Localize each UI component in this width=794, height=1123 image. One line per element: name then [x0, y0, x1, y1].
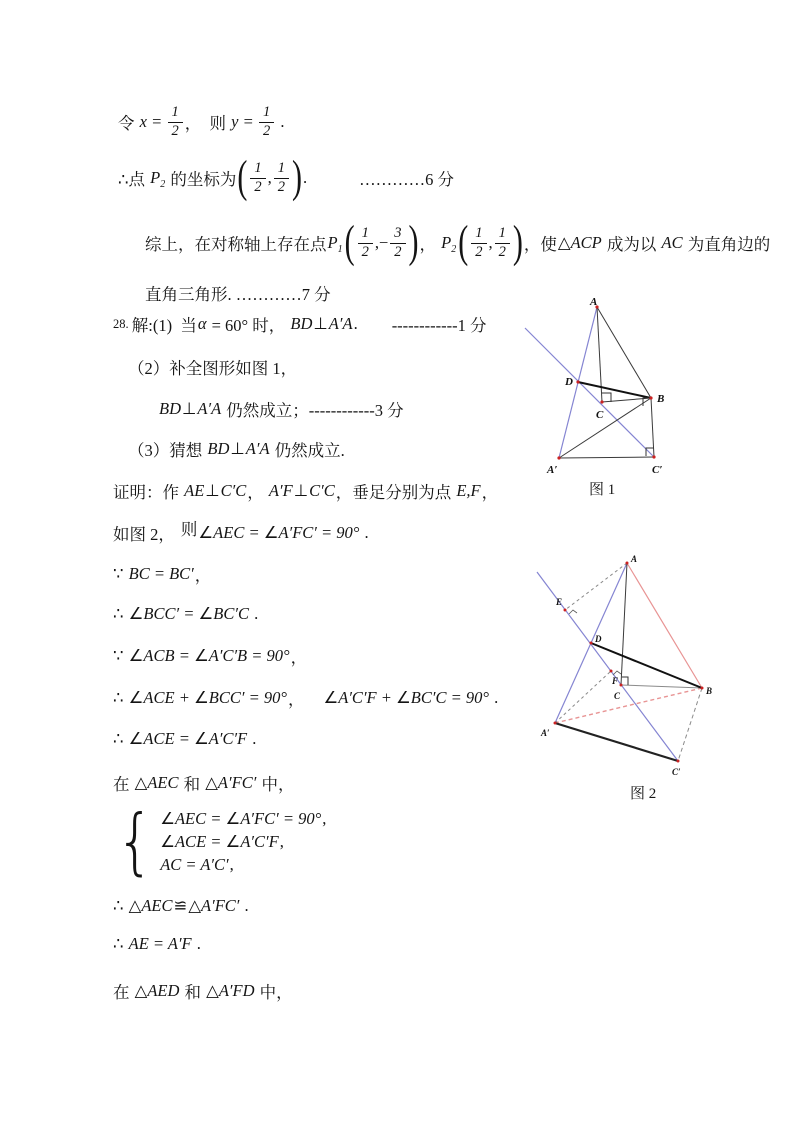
text-run: 在 — [113, 983, 134, 1002]
line-bc-equal — [113, 562, 211, 586]
line-part3-conjecture — [128, 437, 345, 461]
fig1-right-angle-C — [602, 393, 611, 402]
math-run: △AED — [134, 981, 180, 1000]
fig1-line-CB — [602, 398, 651, 402]
fig2-point-C — [620, 684, 623, 687]
math-run: ∠AEC = ∠A′FC′ = 90° — [160, 809, 322, 828]
text-run: 仍然成立. — [270, 441, 345, 460]
figure-2-drawing — [525, 550, 730, 785]
line-in-triangles-aec — [113, 771, 294, 795]
text-run: ≌ — [173, 896, 188, 915]
fraction-numerator: 1 — [171, 104, 179, 120]
text-run: 28. — [113, 316, 132, 331]
fig2-label-A: A — [631, 554, 638, 564]
fraction — [259, 105, 274, 140]
math-run: AE — [184, 481, 205, 500]
figure-1-drawing — [520, 295, 715, 485]
fig1-right-angle-Cprime — [646, 448, 654, 456]
fig2-point-A — [626, 562, 629, 565]
text-run: ， — [194, 566, 212, 585]
fraction-numerator: 3 — [394, 225, 402, 241]
text-run: . — [302, 168, 308, 188]
subscript: 1 — [337, 244, 343, 256]
text-run: ， 则 — [184, 114, 231, 134]
text-run: ∴点 — [118, 170, 150, 190]
fig2-line-AB — [627, 563, 702, 688]
math-run: C′C — [220, 481, 247, 500]
left-brace: { — [116, 800, 155, 884]
text-run: ，使 — [523, 235, 557, 255]
text-run: ∴ — [113, 729, 128, 748]
fig1-line-AprimeB — [559, 398, 651, 458]
equation-system — [116, 800, 327, 884]
system-row-2 — [159, 831, 326, 854]
fig1-label-Cprime: C′ — [652, 464, 663, 476]
fig1-point-B — [649, 396, 652, 399]
fig1-label-D: D — [565, 376, 573, 388]
line-ae-equal-af — [113, 934, 201, 954]
math-run: ∠BCC′ = ∠BC′C — [128, 604, 249, 623]
fig2-label-Aprime: A′ — [541, 728, 550, 738]
text-run: 中， — [255, 983, 293, 1002]
math-run: AC — [661, 233, 683, 253]
text-run: , — [488, 233, 493, 253]
math-run: AC = A′C′ — [160, 855, 229, 874]
math-run: y — [231, 112, 239, 132]
text-run: . — [250, 604, 259, 623]
figure-1-caption: 图 1 — [589, 482, 616, 498]
big-parenthesis: ) — [408, 217, 419, 268]
fig1-point-C — [600, 400, 603, 403]
fig2-line-CB — [621, 685, 702, 688]
line-part2 — [128, 355, 297, 379]
math-run: C′C — [309, 481, 335, 500]
text-run: ∴ — [113, 688, 128, 707]
text-run: ∴ — [113, 896, 128, 915]
math-run: ∠AEC = ∠A′FC′ = 90° — [198, 523, 360, 542]
line-congruent — [113, 896, 249, 916]
text-run: ， — [247, 483, 268, 502]
fraction-denominator: 2 — [168, 122, 183, 140]
fig2-line-AprimeF — [555, 671, 611, 723]
text-run: ， — [481, 483, 499, 502]
fig1-line-DB — [578, 382, 651, 398]
math-run: $P_2$ — [150, 168, 166, 191]
fig2-point-Cprime — [677, 760, 680, 763]
math-run: ∠ACE = ∠A′C′F — [128, 729, 248, 748]
fraction — [358, 226, 373, 261]
text-run: , — [267, 168, 272, 188]
text-run: 则 — [180, 520, 198, 539]
text-run: 解:(1) 当 — [131, 316, 197, 335]
fig2-line-AC — [621, 563, 627, 685]
fraction-numerator: 1 — [263, 104, 271, 120]
text-run: ⊥ — [182, 399, 197, 418]
text-run: 和 — [179, 775, 205, 794]
fig2-label-Cprime: C′ — [672, 767, 681, 777]
text-run: = — [147, 112, 166, 132]
text-run: ------------1 分 — [391, 316, 487, 335]
line-problem-28-part1 — [113, 312, 487, 336]
fraction-numerator: 1 — [475, 225, 483, 241]
text-run: ， — [419, 235, 441, 255]
math-run: A′A — [328, 314, 353, 333]
fraction — [274, 161, 289, 196]
fraction-denominator: 2 — [495, 243, 510, 261]
text-run: （3）猜想 — [128, 441, 207, 460]
math-run: A′A — [245, 439, 270, 458]
fig2-label-D: D — [595, 634, 602, 644]
figure-2 — [525, 550, 730, 790]
fig2-right-angle-E — [569, 610, 577, 614]
math-run: E,F — [456, 481, 481, 500]
fig2-point-Aprime — [554, 722, 557, 725]
fig1-label-A: A — [590, 296, 598, 308]
text-run: 直角三角形. …………7 分 — [145, 285, 331, 304]
fig2-point-D — [590, 642, 593, 645]
text-run: 在 — [113, 775, 134, 794]
text-run: ⊥ — [293, 481, 309, 500]
text-run: . — [248, 729, 257, 748]
fraction-denominator: 2 — [250, 178, 265, 196]
text-run: 仍然成立；------------3 分 — [222, 401, 404, 420]
line-angle-ace-equal — [113, 729, 256, 749]
fig2-point-F — [610, 670, 613, 673]
figure-2-caption: 图 2 — [630, 786, 657, 802]
text-run: 为直角边的 — [683, 235, 771, 255]
fig2-label-B: B — [706, 686, 713, 696]
fig1-label-C: C — [596, 409, 604, 421]
fig2-right-angle-F — [613, 671, 621, 675]
line-right-triangle — [145, 281, 331, 305]
text-run: . — [360, 523, 369, 542]
math-run: △A′FC′ — [188, 896, 240, 915]
math-run: BD — [207, 439, 230, 458]
text-run: , — [229, 855, 234, 874]
text-run: , — [279, 832, 284, 851]
line-angle-acb — [113, 644, 307, 668]
text-run: 令 — [118, 114, 139, 134]
text-run: ∵ — [113, 564, 128, 583]
text-run: = 60° 时， — [207, 316, 290, 335]
fig1-label-Aprime: A′ — [547, 464, 558, 476]
math-run: ∠ACB = ∠A′C′B = 90° — [128, 646, 290, 665]
text-run: 的坐标为 — [166, 170, 237, 190]
big-parenthesis: ) — [512, 217, 523, 268]
big-parenthesis: ( — [458, 217, 469, 268]
text-run: , — [322, 809, 327, 828]
line-angle-bcc — [113, 604, 258, 624]
fraction-denominator: 2 — [358, 243, 373, 261]
text-run: . — [353, 314, 358, 333]
fig2-point-B — [701, 687, 704, 690]
line-angle-sums — [113, 686, 498, 710]
fig2-line-DB — [591, 643, 702, 688]
fig2-label-F: F — [612, 676, 619, 686]
fraction — [495, 226, 510, 261]
fraction-denominator: 2 — [259, 122, 274, 140]
math-run: BD — [159, 399, 181, 418]
math-run: △A′FD — [206, 981, 255, 1000]
line-proof-construction — [113, 479, 498, 503]
fig1-line-AprimeCprime — [559, 457, 654, 458]
line-bd-perp-holds — [158, 397, 404, 421]
fig1-point-D — [576, 380, 579, 383]
text-run: ， — [287, 690, 305, 709]
subscript: 2 — [451, 244, 457, 256]
text-run: ,− — [374, 233, 389, 253]
math-run: x — [139, 112, 147, 132]
subscript: 2 — [160, 179, 166, 191]
fraction-denominator: 2 — [390, 243, 405, 261]
fraction-numerator: 1 — [361, 225, 369, 241]
math-run: A′A — [197, 399, 222, 418]
text-run: 中， — [257, 775, 295, 794]
fig2-right-angle-C — [622, 677, 628, 685]
math-run: α — [197, 314, 207, 333]
fig2-line-AE — [565, 563, 627, 610]
fig2-line-BCprime — [678, 688, 702, 761]
text-run: （2）补全图形如图 1， — [128, 359, 298, 378]
math-run: ∠A′C′F + ∠BC′C = 90° — [323, 688, 489, 707]
math-run: △ACP — [557, 233, 602, 253]
system-row-3 — [159, 854, 326, 877]
math-run: $P_1$ — [327, 233, 343, 256]
math-run: BD — [290, 314, 313, 333]
text-run: 成为以 — [602, 235, 661, 255]
text-run: ⊥ — [230, 439, 245, 458]
big-parenthesis: ( — [344, 217, 355, 268]
figure-1 — [520, 295, 715, 490]
fraction — [471, 226, 486, 261]
text-run: . — [490, 688, 499, 707]
line-as-fig2 — [113, 521, 369, 545]
math-run: △A′FC′ — [205, 773, 257, 792]
fraction-numerator: 1 — [498, 225, 506, 241]
text-run: . — [276, 112, 285, 132]
math-run: ∠ACE + ∠BCC′ = 90° — [128, 688, 287, 707]
math-run: AE = A′F — [128, 934, 192, 953]
text-run: ∴ — [113, 934, 128, 953]
math-run: ∠ACE = ∠A′C′F — [160, 832, 279, 851]
fig1-point-Aprime — [557, 456, 560, 459]
math-run: △AEC — [128, 896, 173, 915]
text-run: ∵ — [113, 646, 128, 665]
text-run: ⊥ — [313, 314, 328, 333]
math-run: △AEC — [134, 773, 179, 792]
math-run: BC = BC′ — [128, 564, 194, 583]
text-run: ⊥ — [205, 481, 220, 500]
text-run: = — [239, 112, 258, 132]
text-run: …………6 分 — [359, 170, 454, 190]
text-run: ， — [290, 648, 308, 667]
fig1-point-Cprime — [652, 455, 655, 458]
fraction — [250, 161, 265, 196]
math-run: A′F — [268, 481, 293, 500]
fraction-numerator: 1 — [277, 160, 285, 176]
line-summary — [145, 217, 771, 268]
fraction-denominator: 2 — [274, 178, 289, 196]
fig2-label-E: E — [556, 597, 563, 607]
fig2-point-E — [564, 609, 567, 612]
fraction-numerator: 1 — [254, 160, 262, 176]
math-run: $P_2$ — [441, 233, 457, 256]
fraction-denominator: 2 — [471, 243, 486, 261]
big-parenthesis: ) — [291, 152, 302, 203]
text-run: . — [240, 896, 249, 915]
text-run: 和 — [180, 983, 206, 1002]
line-p2-coordinates — [118, 152, 454, 203]
system-row-1 — [159, 808, 326, 831]
fig2-line-AprimeCprime — [555, 723, 678, 761]
fig1-label-B: B — [657, 393, 665, 405]
fig2-label-C: C — [614, 691, 621, 701]
text-run: 如图 2， — [113, 525, 175, 544]
text-run: . — [192, 934, 201, 953]
line-let-x — [118, 105, 285, 140]
text-run: 综上，在对称轴上存在点 — [145, 235, 327, 255]
text-run: ∴ — [113, 604, 128, 623]
fraction — [168, 105, 183, 140]
fig1-line-AB — [597, 307, 651, 398]
fig2-line-AprimeB — [555, 688, 702, 723]
text-run: 证明：作 — [113, 483, 184, 502]
line-in-triangles-aed — [113, 979, 293, 1003]
fraction — [390, 226, 405, 261]
text-run: ，垂足分别为点 — [335, 483, 456, 502]
big-parenthesis: ( — [237, 152, 248, 203]
